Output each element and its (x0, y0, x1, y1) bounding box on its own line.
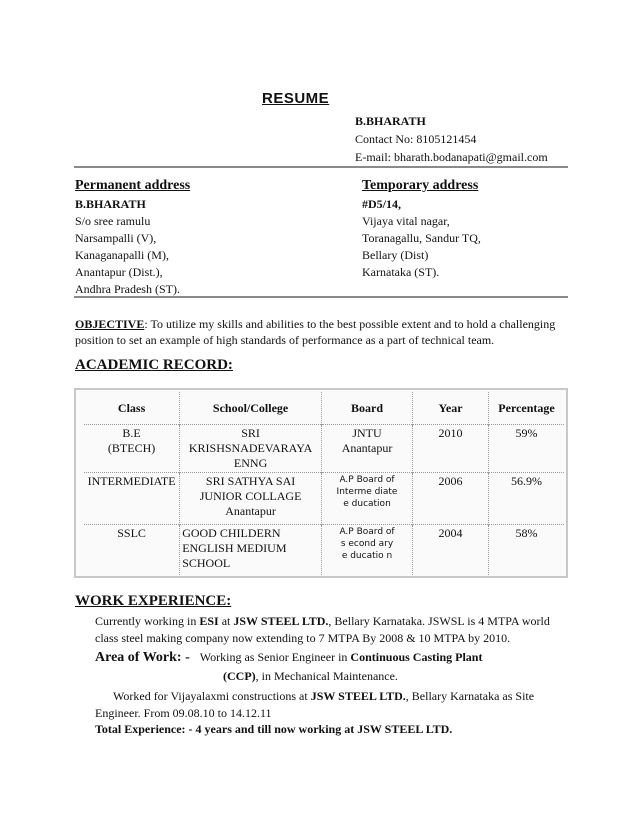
cell-line: KRISHSNADEVARAYA (188, 441, 313, 455)
previous-work-paragraph (95, 688, 573, 722)
cell-line: s econd ary (340, 539, 394, 549)
text-run: Currently working in (95, 614, 200, 628)
cell-line: A.P Board of (339, 527, 395, 537)
ccp-text: (CCP) (223, 669, 256, 683)
cell-line: e ducation (343, 499, 391, 509)
cell-line: SSLC (117, 526, 146, 540)
text-run: , in Mechanical Maintenance. (255, 669, 398, 683)
col-header: Year (413, 392, 489, 425)
cell-line: Interme diate (336, 487, 398, 497)
email-address: E-mail: bharath.bodanapati@gmail.com (355, 150, 548, 164)
area-of-work-label: Area of Work: - (95, 650, 190, 665)
company-name: JSW STEEL LTD. (310, 689, 406, 703)
cell-line: JUNIOR COLLAGE (199, 489, 302, 503)
class-cell (84, 473, 180, 525)
col-header: Board (321, 392, 412, 425)
cell-line: INTERMEDIATE (87, 474, 176, 488)
table-row (84, 473, 564, 525)
address-line: Kanaganapalli (M), (75, 248, 169, 262)
address-line: Bellary (Dist) (362, 248, 429, 262)
cell-line: SCHOOL (182, 556, 231, 570)
plant-name: Continuous Casting Plant (350, 650, 483, 664)
text-run: at (218, 614, 234, 628)
address-line: Toranagallu, Sandur TQ, (362, 231, 481, 245)
cell-line: B.E (122, 426, 141, 440)
objective-label: OBJECTIVE (75, 317, 145, 331)
percentage-cell: 59% (489, 425, 564, 473)
board-cell (321, 473, 412, 525)
address-line: Vijaya vital nagar, (362, 214, 450, 228)
table-header-row (84, 392, 564, 425)
text-run: , Bellary Karnataka. JSWSL is 4 MTPA world class steel making company now extending to 7 MTPA By 2008 & 10 MTPA by 2010. (95, 614, 550, 645)
divider-middle (74, 296, 568, 298)
objective-text: : To utilize my skills and abilities to the best possible extent and to hold a challenging position to set an example of high standards of performance as a part of technical team. (75, 317, 556, 347)
year-cell: 2004 (413, 525, 489, 575)
cell-line: ENGLISH MEDIUM (182, 541, 287, 555)
table-row (84, 425, 564, 473)
resume-title: RESUME (262, 90, 330, 107)
class-cell (84, 525, 180, 575)
cell-line: A.P Board of (339, 475, 395, 485)
text-run: Engineer. From 09.08.10 to 14.12.11 (95, 706, 272, 720)
col-header: Percentage (489, 392, 564, 425)
col-header: School/College (180, 392, 322, 425)
table-row (84, 525, 564, 575)
contact-block (355, 112, 548, 166)
contact-number: Contact No: 8105121454 (355, 132, 477, 146)
address-line: B.BHARATH (75, 197, 146, 211)
esi-text: ESI (199, 614, 219, 628)
candidate-name: B.BHARATH (355, 114, 426, 128)
school-cell (180, 473, 322, 525)
permanent-address-heading: Permanent address (75, 178, 191, 193)
col-header: Class (117, 400, 146, 415)
cell-line: (BTECH) (107, 441, 156, 455)
cell-line: Anantapur (341, 441, 393, 455)
cell-line: ENNG (233, 456, 268, 470)
address-line: Andhra Pradesh (ST). (75, 282, 180, 296)
address-line: Karnataka (ST). (362, 265, 440, 279)
percentage-cell: 56.9% (489, 473, 564, 525)
text-run: , Bellary Karnataka as Site (405, 689, 535, 703)
class-cell (84, 425, 180, 473)
address-line: Anantapur (Dist.), (75, 265, 163, 279)
cell-line: e ducatio n (341, 551, 393, 561)
address-line: Narsampalli (V), (75, 231, 157, 245)
company-name: JSW STEEL LTD. (233, 614, 329, 628)
area-of-work (95, 648, 575, 685)
address-line: S/o sree ramulu (75, 214, 151, 228)
board-cell (321, 425, 412, 473)
academic-table (74, 388, 568, 578)
permanent-address (75, 196, 335, 298)
board-cell (321, 525, 412, 575)
year-cell: 2010 (413, 425, 489, 473)
cell-line: Anantapur (225, 504, 276, 518)
school-cell (180, 425, 322, 473)
area-line-2 (95, 667, 575, 685)
current-work-paragraph (95, 613, 575, 647)
percentage-cell: 58% (489, 525, 564, 575)
school-cell (180, 525, 322, 575)
year-cell: 2006 (413, 473, 489, 525)
divider-top (74, 166, 568, 168)
cell-line: SRI (241, 426, 260, 440)
temporary-address-heading: Temporary address (362, 178, 479, 193)
text-run: Worked for Vijayalaxmi constructions at (113, 689, 311, 703)
work-experience-heading: WORK EXPERIENCE: (75, 593, 232, 609)
address-line: #D5/14, (362, 197, 401, 211)
cell-line: SRI SATHYA SAI (205, 474, 296, 488)
text-run: Working as Senior Engineer in (199, 650, 351, 664)
objective (75, 316, 560, 348)
academic-record-heading: ACADEMIC RECORD: (75, 357, 233, 373)
total-experience: Total Experience: - 4 years and till now working at JSW STEEL LTD. (95, 722, 453, 736)
cell-line: JNTU (352, 426, 382, 440)
cell-line: GOOD CHILDERN (182, 526, 281, 540)
temporary-address (362, 196, 562, 281)
